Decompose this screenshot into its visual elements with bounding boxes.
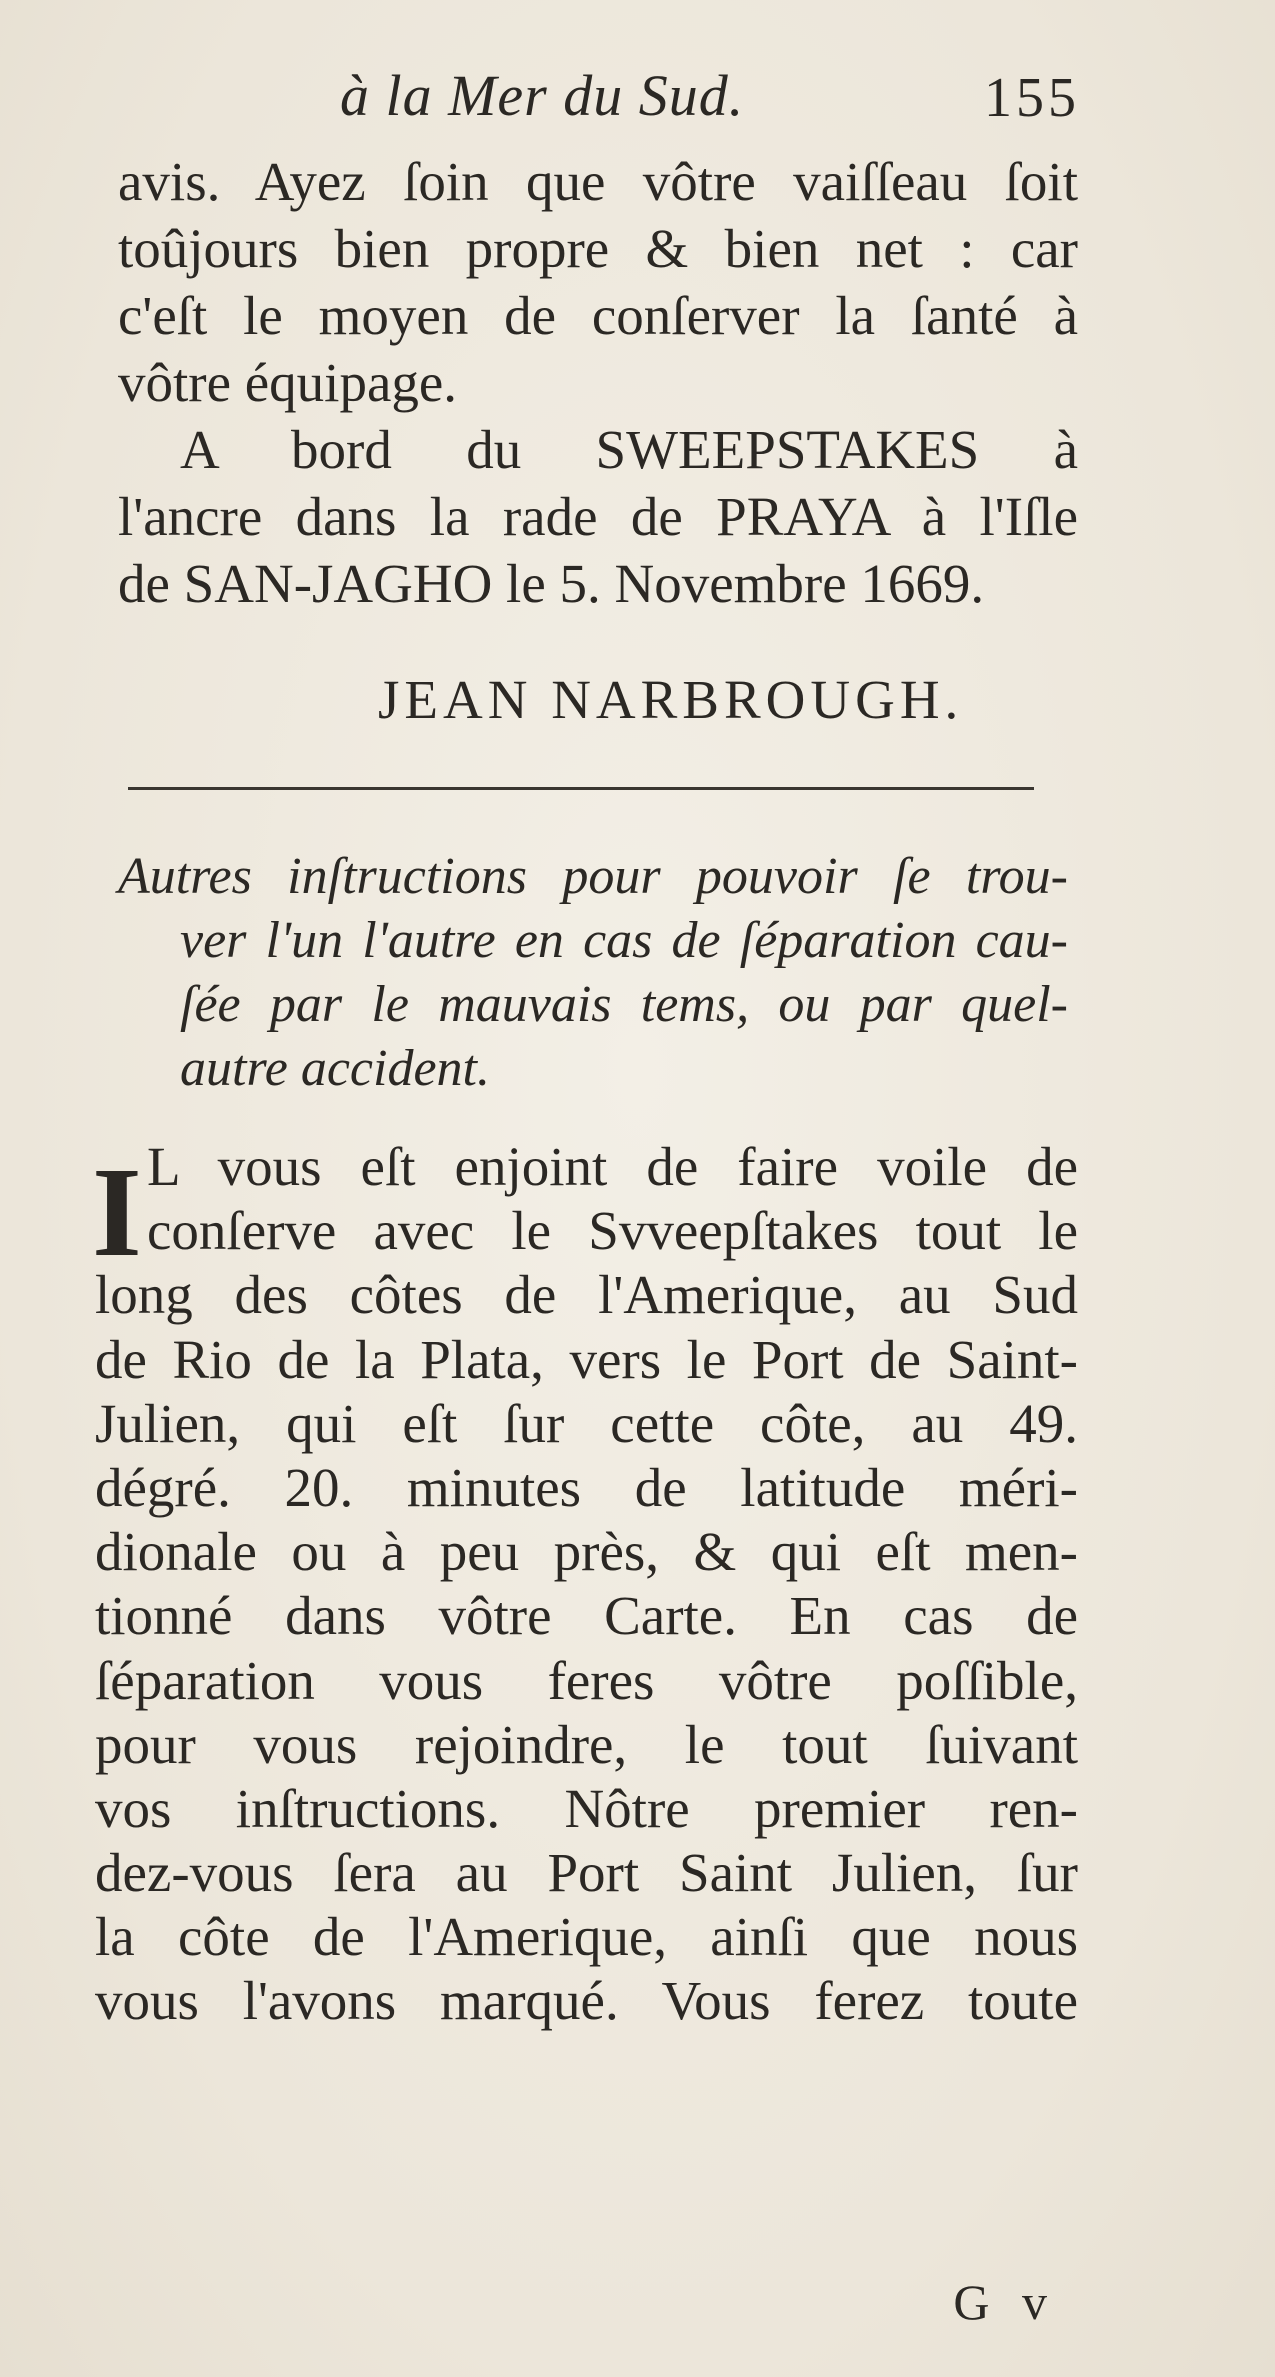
heading-line: autre accident. xyxy=(180,1040,490,1097)
text-line: vous l'avons marqué. Vous ferez toute xyxy=(95,1970,1078,2032)
section-heading xyxy=(118,845,1068,1101)
text-line: ſéparation vous feres vôtre poſſible, xyxy=(95,1649,1078,1711)
text-line: de SAN-JAGHO le 5. Novembre 1669. xyxy=(118,553,985,614)
text-line: dégré. 20. minutes de latitude méri- xyxy=(95,1456,1078,1518)
text-line: avis. Ayez ſoin que vôtre vaiſſeau ſoit xyxy=(118,151,1078,212)
signature: JEAN NARBROUGH. xyxy=(378,669,964,730)
text-line: tionné dans vôtre Carte. En cas de xyxy=(95,1585,1078,1647)
text-line: conſerve avec le Svveepſtakes tout le xyxy=(147,1200,1078,1262)
text-line: c'eſt le moyen de conſerver la ſanté à xyxy=(118,285,1078,346)
running-title: à la Mer du Sud. xyxy=(340,63,745,128)
text-line: dionale ou à peu près, & qui eſt men- xyxy=(95,1521,1078,1583)
drop-cap: I xyxy=(92,1141,142,1283)
page-number: 155 xyxy=(984,67,1080,129)
section-divider xyxy=(128,787,1034,790)
heading-line: ver l'un l'autre en cas de ſéparation cau- xyxy=(180,912,1068,969)
heading-line: Autres inſtructions pour pouvoir ſe trou- xyxy=(118,848,1068,905)
text-line: vôtre équipage. xyxy=(118,352,458,413)
text-line: dez-vous ſera au Port Saint Julien, ſur xyxy=(95,1842,1078,1904)
text-line: Julien, qui eſt ſur cette côte, au 49. xyxy=(95,1392,1078,1454)
text-line: de Rio de la Plata, vers le Port de Saint- xyxy=(95,1328,1078,1390)
closing-paragraph xyxy=(118,148,1078,617)
heading-line: ſée par le mauvais tems, ou par quel- xyxy=(180,976,1068,1033)
text-line: pour vous rejoindre, le tout ſuivant xyxy=(95,1713,1078,1775)
body-paragraph xyxy=(95,1135,1078,2034)
text-line: vos inſtructions. Nôtre premier ren- xyxy=(95,1777,1078,1839)
text-line: l'ancre dans la rade de PRAYA à l'Iſle xyxy=(118,486,1078,547)
text-line: toûjours bien propre & bien net : car xyxy=(118,218,1078,279)
text-line: A bord du SWEEPSTAKES à xyxy=(180,419,1078,480)
signature-mark: G v xyxy=(953,2274,1057,2330)
text-line: la côte de l'Amerique, ainſi que nous xyxy=(95,1906,1078,1968)
text-line: long des côtes de l'Amerique, au Sud xyxy=(95,1264,1078,1326)
page-header xyxy=(340,62,1080,142)
text-line: L vous eſt enjoint de faire voile de xyxy=(147,1136,1078,1197)
